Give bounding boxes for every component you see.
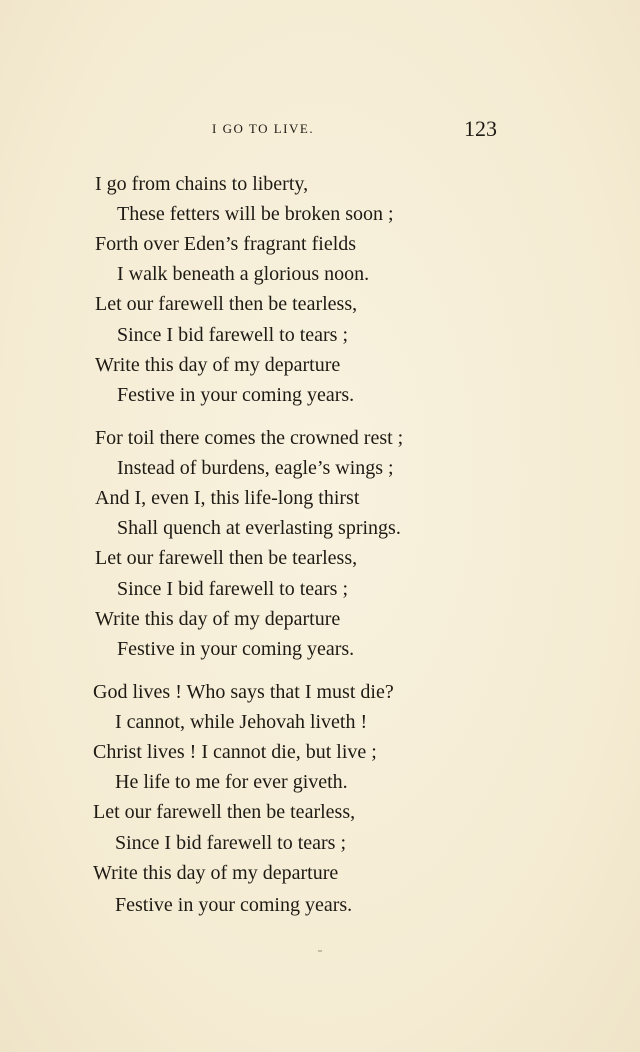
poem-line: Christ lives ! I cannot die, but live ; — [93, 741, 377, 763]
running-title: I GO TO LIVE. — [212, 121, 315, 136]
poem-line: For toil there comes the crowned rest ; — [95, 427, 404, 449]
poem-line: God lives ! Who says that I must die? — [93, 681, 394, 703]
poem-line: And I, even I, this life-long thirst — [95, 487, 360, 509]
poem-line: Since I bid farewell to tears ; — [115, 832, 347, 854]
poem-line: Let our farewell then be tearless, — [95, 293, 358, 315]
poem-line: Since I bid farewell to tears ; — [117, 578, 349, 600]
poem-line: I walk beneath a glorious noon. — [117, 263, 370, 285]
poem-line: Festive in your coming years. — [115, 894, 353, 916]
poem-line: Let our farewell then be tearless, — [93, 801, 356, 823]
poem-line: I cannot, while Jehovah liveth ! — [115, 711, 368, 733]
poem-line: These fetters will be broken soon ; — [117, 203, 394, 225]
poem-line: Write this day of my departure — [93, 862, 339, 884]
poem-line: Write this day of my departure — [95, 608, 341, 630]
poem-line: Forth over Eden’s fragrant fields — [95, 233, 357, 255]
poem-line: Instead of burdens, eagle’s wings ; — [117, 457, 394, 479]
page-smudge — [318, 950, 322, 952]
poem-line: Festive in your coming years. — [117, 638, 355, 660]
poem-line: Write this day of my departure — [95, 354, 341, 376]
poem-line: He life to me for ever giveth. — [115, 771, 348, 793]
poem-line: Shall quench at everlasting springs. — [117, 517, 401, 539]
poem-line: Since I bid farewell to tears ; — [117, 324, 349, 346]
page-number: 123 — [464, 116, 497, 141]
poem-line: I go from chains to liberty, — [95, 173, 309, 195]
poem-line: Festive in your coming years. — [117, 384, 355, 406]
poem-line: Let our farewell then be tearless, — [95, 547, 358, 569]
